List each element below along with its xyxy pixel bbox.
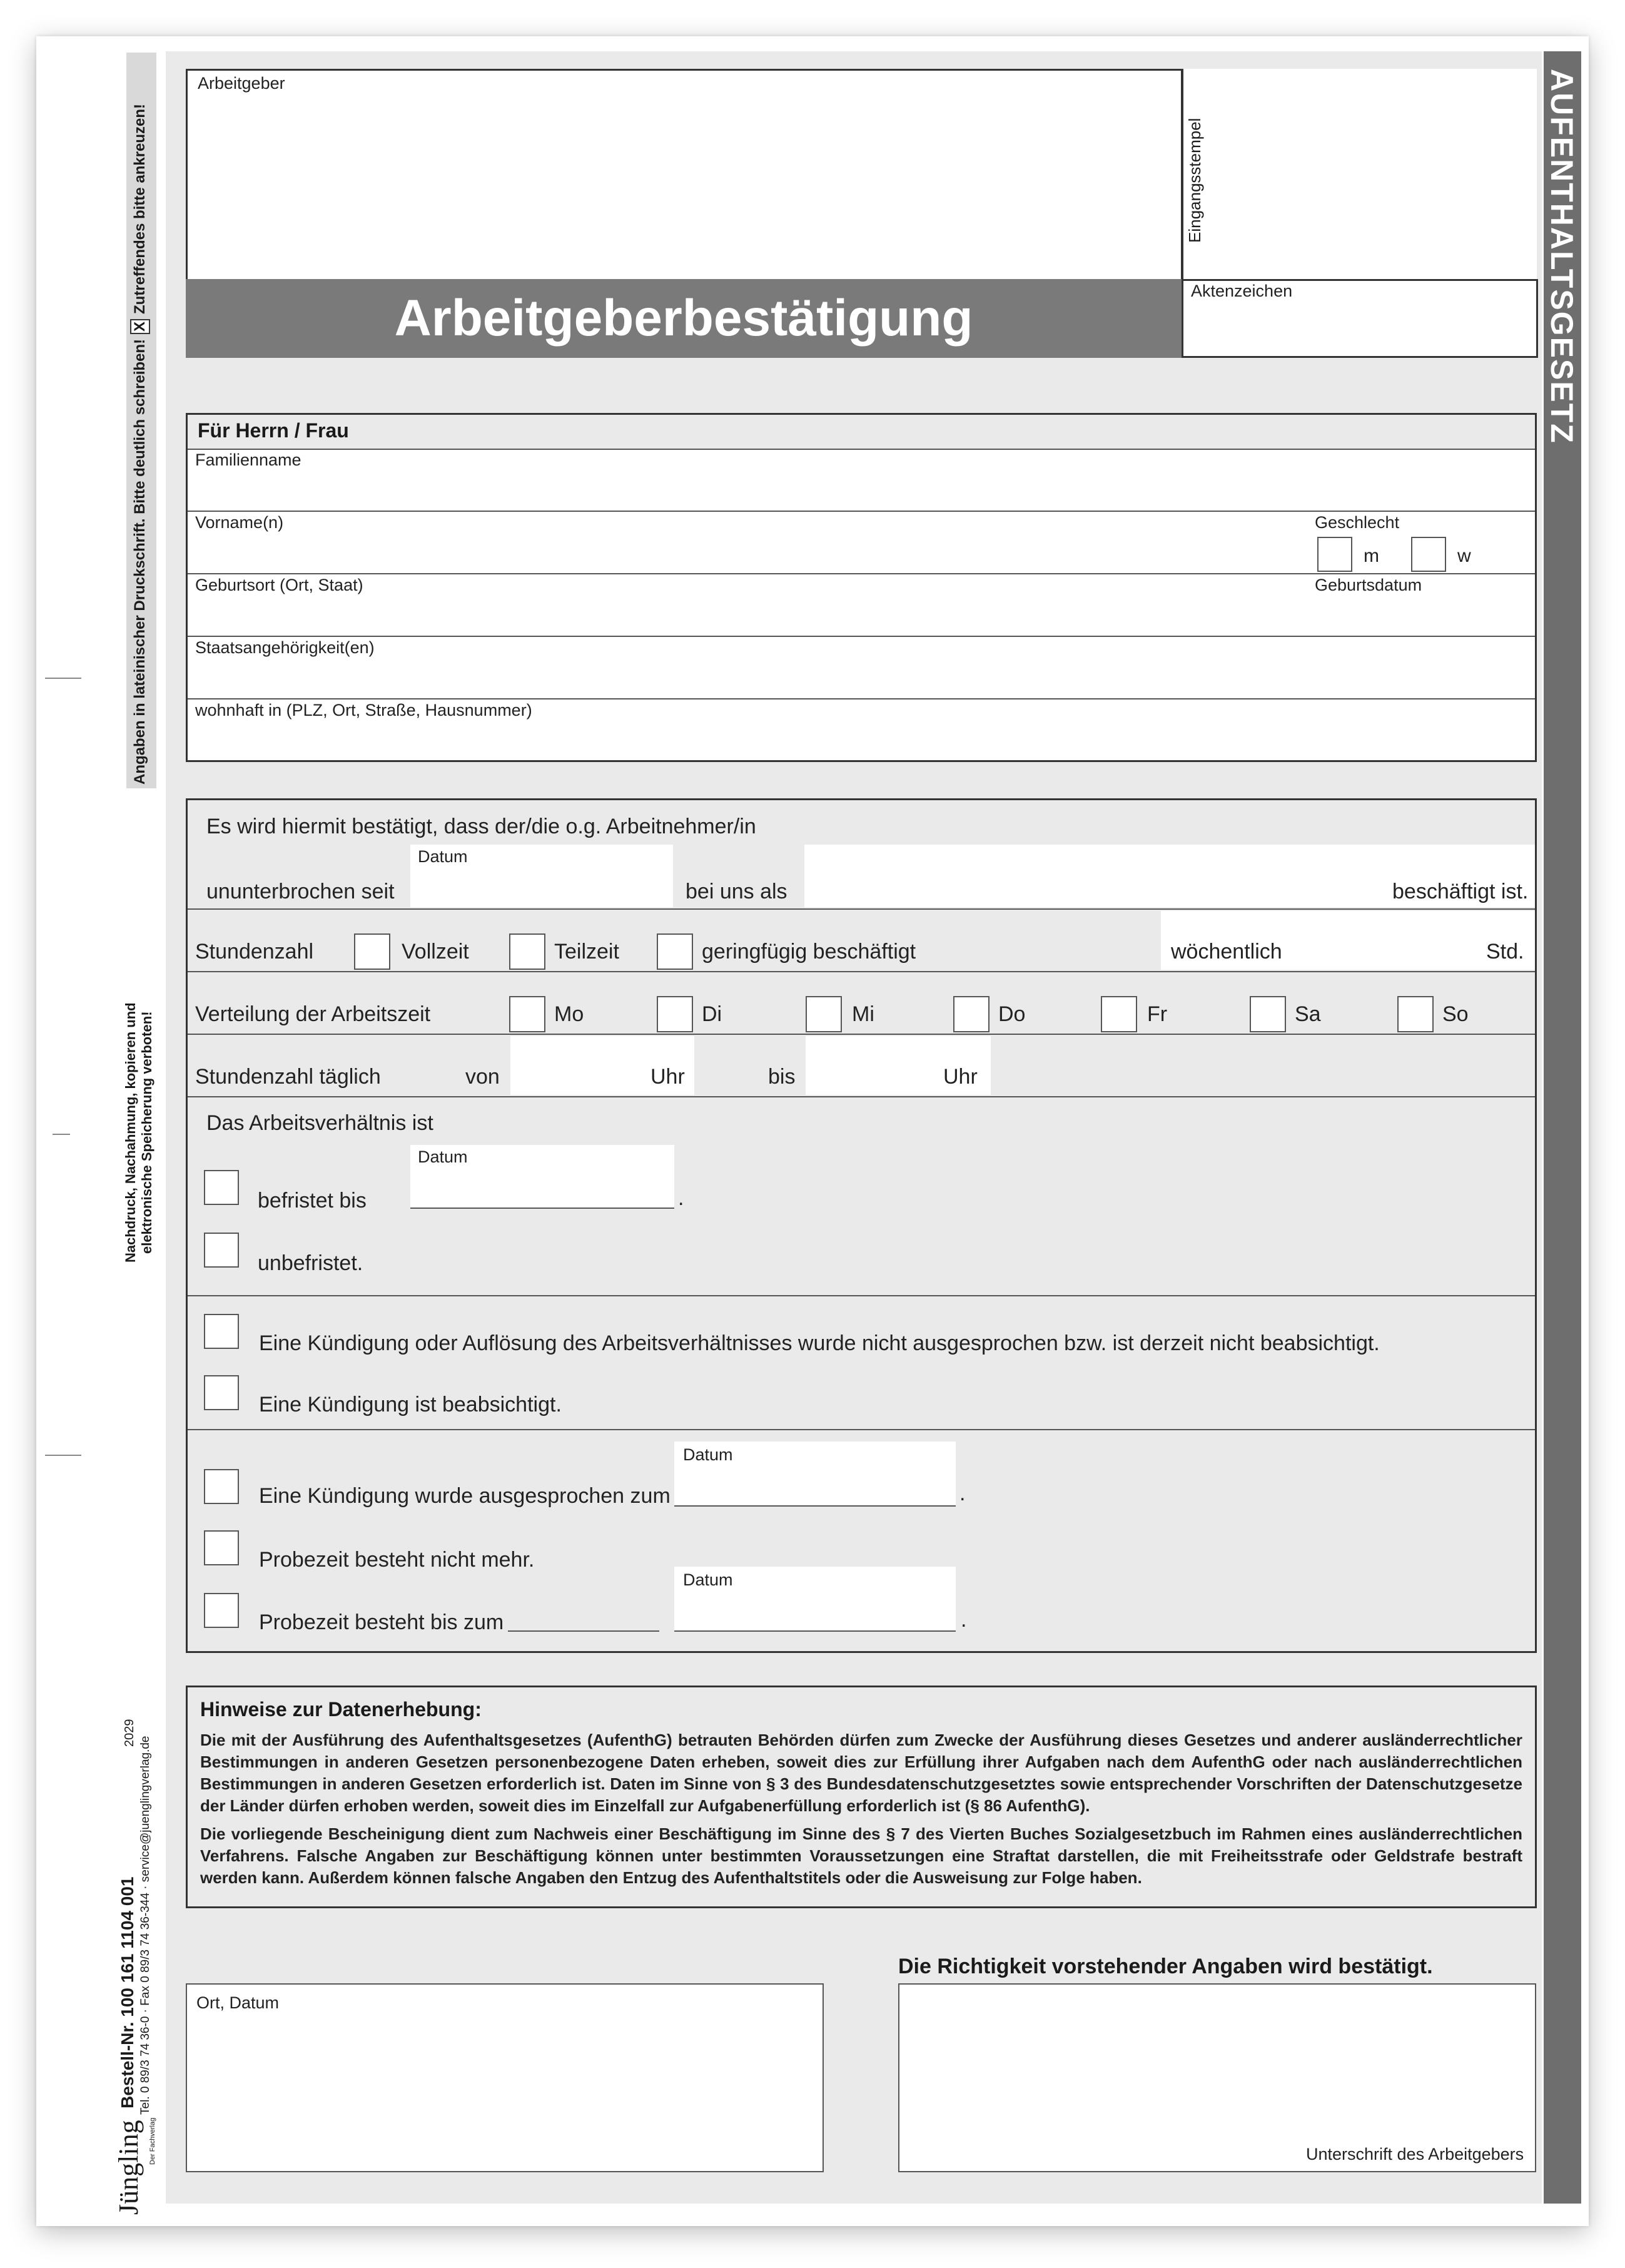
checkbox-m[interactable] (1317, 537, 1352, 572)
unterschrift-box[interactable] (898, 1983, 1536, 2172)
order-number: Bestell-Nr. 100 161 1104 001 (118, 1876, 137, 2108)
datum-label: Datum (418, 847, 468, 866)
datum-label: Datum (418, 1147, 468, 1166)
w-label: w (1457, 546, 1471, 566)
checkbox-di[interactable] (657, 996, 693, 1032)
divider (188, 511, 1535, 512)
instruction-text (130, 56, 150, 785)
kuendigung-beabsichtigt-label: Eine Kündigung ist beabsichtigt. (259, 1393, 562, 1416)
checkbox-kuendigung-beabsichtigt[interactable] (204, 1375, 239, 1410)
checkbox-fr[interactable] (1101, 996, 1137, 1032)
checkbox-kuendigung-ausgesprochen[interactable] (204, 1469, 239, 1504)
geburtsdatum-label: Geburtsdatum (1315, 576, 1422, 594)
unterschrift-label: Unterschrift des Arbeitgebers (1306, 2145, 1524, 2164)
stundenzahl-taeglich-label: Stundenzahl täglich (195, 1065, 381, 1089)
vollzeit-label: Vollzeit (402, 940, 469, 964)
kuendigung-ausgesprochen-label: Eine Kündigung wurde ausgesprochen zum (259, 1484, 671, 1508)
befristet-label: befristet bis (258, 1189, 367, 1213)
checkbox-sa[interactable] (1250, 996, 1286, 1032)
ort-datum-box[interactable] (186, 1983, 824, 2172)
arbeitgeber-box[interactable] (186, 69, 1183, 280)
checkbox-teilzeit[interactable] (509, 933, 545, 970)
fold-mark (45, 678, 81, 679)
checkbox-w[interactable] (1411, 537, 1446, 572)
geburtsort-label: Geburtsort (Ort, Staat) (195, 576, 363, 594)
ununterbrochen-label: ununterbrochen seit (206, 880, 395, 903)
fold-mark (53, 1134, 70, 1135)
beschaeftigt-label: beschäftigt ist. (1392, 880, 1529, 903)
confirm-text: Die Richtigkeit vorstehender Angaben wird bestätigt. (898, 1955, 1433, 1978)
unbefristet-label: unbefristet. (258, 1251, 363, 1275)
datum-label: Datum (683, 1445, 733, 1464)
divider (188, 573, 1535, 574)
intro-text: Es wird hiermit bestätigt, dass der/die o.g. Arbeitnehmer/in (206, 815, 756, 838)
m-label: m (1364, 546, 1379, 566)
checkbox-mi[interactable] (806, 996, 842, 1032)
checkbox-vollzeit[interactable] (354, 933, 390, 970)
form-code: 2029 (123, 1719, 136, 1747)
probezeit-nicht-label: Probezeit besteht nicht mehr. (259, 1548, 535, 1572)
vornamen-label: Vorname(n) (195, 513, 284, 532)
fold-mark (45, 1455, 81, 1456)
divider (188, 1429, 1535, 1430)
day-di: Di (702, 1002, 722, 1026)
divider (188, 636, 1535, 637)
probezeit-dot: . (961, 1608, 967, 1632)
uhr-label: Uhr (651, 1065, 685, 1089)
geringfuegig-label: geringfügig beschäftigt (702, 940, 916, 964)
contact-info: Tel. 0 89/3 74 36-0 · Fax 0 89/3 74 36-344 · service@juenglingverlag.de (139, 1736, 152, 2115)
day-mo: Mo (554, 1002, 584, 1026)
std-label: Std. (1486, 940, 1524, 964)
instruction-part2: Zutreffendes bitte ankreuzen! (131, 103, 148, 314)
person-section-title: Für Herrn / Frau (198, 419, 349, 442)
divider (188, 698, 1535, 699)
aktenzeichen-label: Aktenzeichen (1191, 282, 1293, 300)
von-label: von (465, 1065, 500, 1089)
befristet-dot: . (678, 1186, 684, 1210)
probezeit-underline (508, 1630, 659, 1632)
divider (188, 908, 1535, 910)
instruction-mark: X (130, 319, 150, 334)
bei-uns-als-label: bei uns als (686, 880, 787, 903)
checkbox-probezeit-nicht[interactable] (204, 1530, 239, 1565)
hinweise-para2: Die vorliegende Bescheinigung dient zum Nachweis einer Beschäftigung im Sinne des § 7 des Vierten Buches Sozialgesetzbuch im Rahmen eines ausländerrechtlichen Verfahrens. Falsche Angaben zur Beschäftigung können unter bestimmten Voraussetzungen eine Straftat darstellen, die mit Freiheitsstrafe oder Geldstrafe bestraft werden kann. Außerdem können falsche Angaben den Entzug des Aufenthaltstitels oder die Ausweisung zur Folge haben. (200, 1824, 1522, 1887)
wohnhaft-label: wohnhaft in (PLZ, Ort, Straße, Hausnummer) (195, 701, 532, 720)
person-section-header (188, 415, 1535, 450)
hinweise-title: Hinweise zur Datenerhebung: (200, 1698, 482, 1721)
hinweise-para1: Die mit der Ausführung des Aufenthaltsgesetzes (AufenthG) betrauten Behörden dürfen zum Zwecke der Ausführung dieses Gesetzes und anderer ausländerrechtlicher Bestimmungen in anderen Gesetzen personenbezogene Daten erheben, soweit dies zur Erfüllung ihrer Aufgaben nach dem AufenthG oder nach ausländerrechtlichen Bestimmungen in anderen Gesetzen erforderlich ist. Daten im Sinne von § 3 des Bundesdatenschutzgesetztes sowie entsprechender Vorschriften der Datenschutzgesetze der Länder dürfen erhoben werden, soweit dies im Einzelfall zur Aufgabenerfüllung erforderlich ist (§ 86 AufenthG). (200, 1731, 1522, 1815)
staatsangehoerigkeit-label: Staatsangehörigkeit(en) (195, 638, 375, 657)
woechentlich-label: wöchentlich (1171, 940, 1282, 964)
day-sa: Sa (1295, 1002, 1321, 1026)
probezeit-bis-label: Probezeit besteht bis zum (259, 1610, 504, 1634)
arbeitsverhaeltnis-label: Das Arbeitsverhältnis ist (206, 1111, 433, 1135)
checkbox-probezeit-bis[interactable] (204, 1593, 239, 1628)
day-fr: Fr (1147, 1002, 1168, 1026)
instruction-part1: Angaben in lateinischer Druckschrift. Bitte deutlich schreiben! (131, 338, 148, 785)
kuendigung-nicht-label: Eine Kündigung oder Auflösung des Arbeitsverhältnisses wurde nicht ausgesprochen bzw. ist derzeit nicht beabsichtigt. (259, 1331, 1380, 1355)
checkbox-kuendigung-nicht[interactable] (204, 1314, 239, 1349)
ort-datum-label: Ort, Datum (196, 1993, 280, 2012)
copyright-line1: Nachdruck, Nachahmung, kopieren und (123, 1002, 138, 1263)
form-title: Arbeitgeberbestätigung (394, 290, 973, 347)
geschlecht-label: Geschlecht (1315, 513, 1400, 532)
copyright-notice (123, 995, 155, 1270)
day-do: Do (998, 1002, 1026, 1026)
checkbox-geringfuegig[interactable] (657, 933, 693, 970)
checkbox-mo[interactable] (509, 996, 545, 1032)
publisher-logo-sub: Der Fachverlag (149, 2117, 156, 2165)
checkbox-so[interactable] (1397, 996, 1434, 1032)
verteilung-label: Verteilung der Arbeitszeit (195, 1002, 431, 1026)
divider (188, 1034, 1535, 1035)
divider (188, 1295, 1535, 1296)
teilzeit-label: Teilzeit (554, 940, 619, 964)
kuendigung-dot: . (959, 1482, 966, 1505)
uhr-label: Uhr (943, 1065, 978, 1089)
eingangsstempel-box (1182, 69, 1537, 280)
arbeitgeber-label: Arbeitgeber (198, 74, 285, 93)
divider (188, 971, 1535, 972)
checkbox-unbefristet[interactable] (204, 1233, 239, 1268)
checkbox-do[interactable] (953, 996, 990, 1032)
day-so: So (1442, 1002, 1469, 1026)
divider (188, 1096, 1535, 1097)
stundenzahl-label: Stundenzahl (195, 940, 314, 964)
eingangsstempel-label: Eingangsstempel (1185, 118, 1204, 243)
familienname-label: Familienname (195, 450, 301, 469)
bis-label: bis (768, 1065, 796, 1089)
datum-label: Datum (683, 1570, 733, 1589)
copyright-line2: elektronische Speicherung verboten! (139, 1011, 154, 1254)
checkbox-befristet[interactable] (204, 1170, 239, 1205)
publisher-logo: Jüngling (113, 2120, 144, 2215)
day-mi: Mi (852, 1002, 874, 1026)
side-title: AUFENTHALTSGESETZ (1544, 69, 1579, 444)
